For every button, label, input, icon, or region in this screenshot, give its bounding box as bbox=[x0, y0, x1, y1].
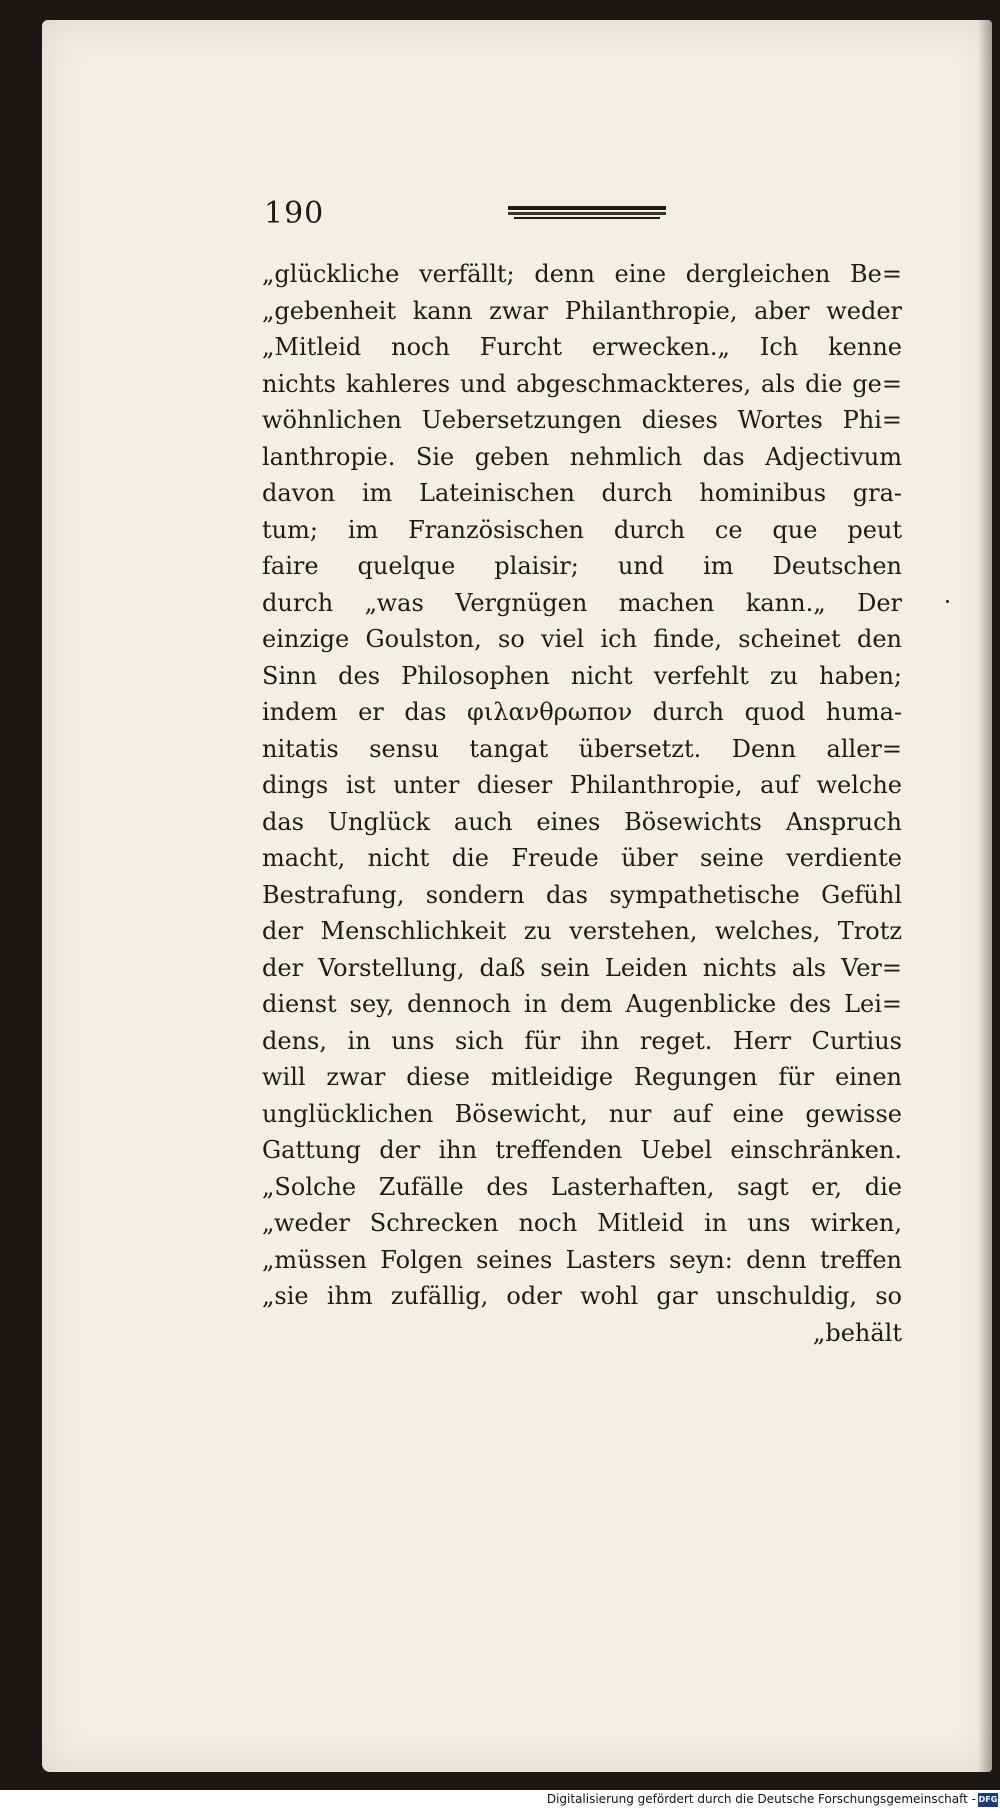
text-line: einzige Goulston, so viel ich finde, scheinet den bbox=[262, 625, 902, 653]
text-line: Bestrafung, sondern das sympathetische Gefühl bbox=[262, 880, 902, 909]
text-line: „glückliche verfällt; denn eine dergleichen Be= bbox=[262, 260, 902, 288]
text-line: indem er das φιλανθρωπον durch quod huma- bbox=[262, 698, 902, 726]
ink-speck bbox=[946, 600, 949, 603]
text-line: „Solche Zufälle des Lasterhaften, sagt er, die bbox=[262, 1172, 902, 1201]
text-line: „weder Schrecken noch Mitleid in uns wirken, bbox=[262, 1209, 902, 1237]
page-number: 190 bbox=[264, 196, 325, 231]
footer-credit: Digitalisierung gefördert durch die Deutsche Forschungsgemeinschaft - bbox=[546, 1792, 976, 1806]
text-line: unglücklichen Bösewicht, nur auf eine gewisse bbox=[262, 1099, 902, 1128]
text-line: dens, in uns sich für ihn reget. Herr Curtius bbox=[262, 1026, 902, 1055]
text-line: „müssen Folgen seines Lasters seyn: denn treffen bbox=[262, 1245, 902, 1274]
text-line: wöhnlichen Uebersetzungen dieses Wortes Phi= bbox=[262, 406, 902, 434]
text-line: will zwar diese mitleidige Regungen für einen bbox=[262, 1063, 902, 1091]
text-line: dienst sey, dennoch in dem Augenblicke des Lei= bbox=[262, 990, 902, 1018]
text-line: „gebenheit kann zwar Philanthropie, aber weder bbox=[262, 296, 902, 325]
catchword: „behält bbox=[812, 1318, 902, 1347]
text-line: durch „was Vergnügen machen kann.„ Der bbox=[262, 588, 902, 617]
ornament-bar bbox=[508, 206, 666, 210]
body-text bbox=[262, 256, 902, 1351]
text-line: davon im Lateinischen durch hominibus gra- bbox=[262, 479, 902, 507]
text-line: dings ist unter dieser Philanthropie, auf welche bbox=[262, 771, 902, 799]
header-ornament-rule bbox=[508, 206, 666, 218]
text-line: nichts kahleres und abgeschmackteres, als die ge= bbox=[262, 369, 902, 398]
page-edge-shadow bbox=[978, 20, 992, 1772]
text-line: das Unglück auch eines Bösewichts Anspruch bbox=[262, 807, 902, 836]
text-line: Sinn des Philosophen nicht verfehlt zu haben; bbox=[262, 661, 902, 690]
ornament-bar bbox=[514, 217, 660, 219]
text-line: „Mitleid noch Furcht erwecken.„ Ich kenne bbox=[262, 333, 902, 361]
text-line: der Menschlichkeit zu verstehen, welches, Trotz bbox=[262, 917, 902, 945]
digitization-footer bbox=[0, 1790, 1000, 1811]
text-line: faire quelque plaisir; und im Deutschen bbox=[262, 552, 902, 580]
text-line: nitatis sensu tangat übersetzt. Denn aller= bbox=[262, 734, 902, 763]
dfg-logo-icon: DFG bbox=[978, 1793, 998, 1807]
text-line: Gattung der ihn treffenden Uebel einschränken. bbox=[262, 1136, 902, 1164]
ornament-bar bbox=[508, 212, 666, 215]
text-line: der Vorstellung, daß sein Leiden nichts als Ver= bbox=[262, 953, 902, 982]
text-line: „sie ihm zufällig, oder wohl gar unschuldig, so bbox=[262, 1282, 902, 1310]
text-line: macht, nicht die Freude über seine verdiente bbox=[262, 844, 902, 872]
text-line: lanthropie. Sie geben nehmlich das Adjectivum bbox=[262, 442, 902, 471]
page-header bbox=[264, 196, 904, 236]
text-line: tum; im Französischen durch ce que peut bbox=[262, 515, 902, 544]
